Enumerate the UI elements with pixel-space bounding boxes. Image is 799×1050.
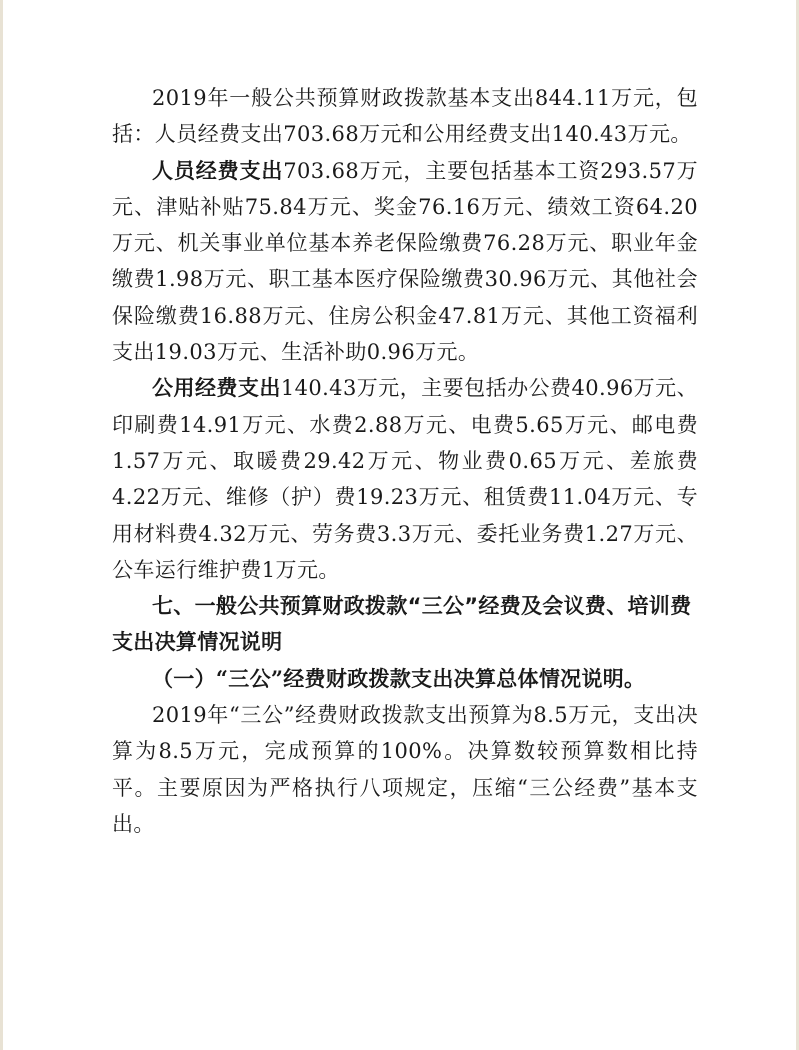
section-subheading: （一）“三公”经费财政拨款支出决算总体情况说明。: [152, 665, 646, 691]
section-seven-heading: 七、一般公共预算财政拨款“三公”经费及会议费、培训费支出决算情况说明: [112, 594, 692, 655]
three-public-expenditure-paragraph: 2019年“三公”经费财政拨款支出预算为8.5万元，支出决算为8.5万元，完成预算的100%。决算数较预算数相比持平。主要原因为严格执行八项规定，压缩“三公经费”基本支出。: [112, 703, 698, 836]
public-expenditure-text: 140.43万元，主要包括办公费40.96万元、印刷费14.91万元、水费2.88万元、电费5.65万元、邮电费1.57万元、取暖费29.42万元、物业费0.65万元、差旅费4.22万元、维修（护）费19.23万元、租赁费11.04万元、专用材料费4.32万元、劳务费3.3万元、委托业务费1.27万元、公车运行维护费1万元。: [112, 376, 698, 582]
basic-expenditure-summary-paragraph: 2019年一般公共预算财政拨款基本支出844.11万元，包括：人员经费支出703.68万元和公用经费支出140.43万元。: [112, 86, 698, 147]
page-left-edge: [0, 0, 3, 1050]
public-expenditure-lead: 公用经费支出: [152, 375, 281, 401]
personnel-expenditure-paragraph: [112, 153, 698, 371]
document-body: [112, 80, 698, 842]
personnel-expenditure-lead: 人员经费支出: [152, 157, 284, 183]
personnel-expenditure-text: 703.68万元，主要包括基本工资293.57万元、津贴补贴75.84万元、奖金76.16万元、绩效工资64.20万元、机关事业单位基本养老保险缴费76.28万元、职业年金缴费1.98万元、职工基本医疗保险缴费30.96万元、其他社会保险缴费16.88万元、住房公积金47.81万元、其他工资福利支出19.03万元、生活补助0.96万元。: [112, 158, 699, 365]
public-expenditure-paragraph: [112, 370, 698, 588]
